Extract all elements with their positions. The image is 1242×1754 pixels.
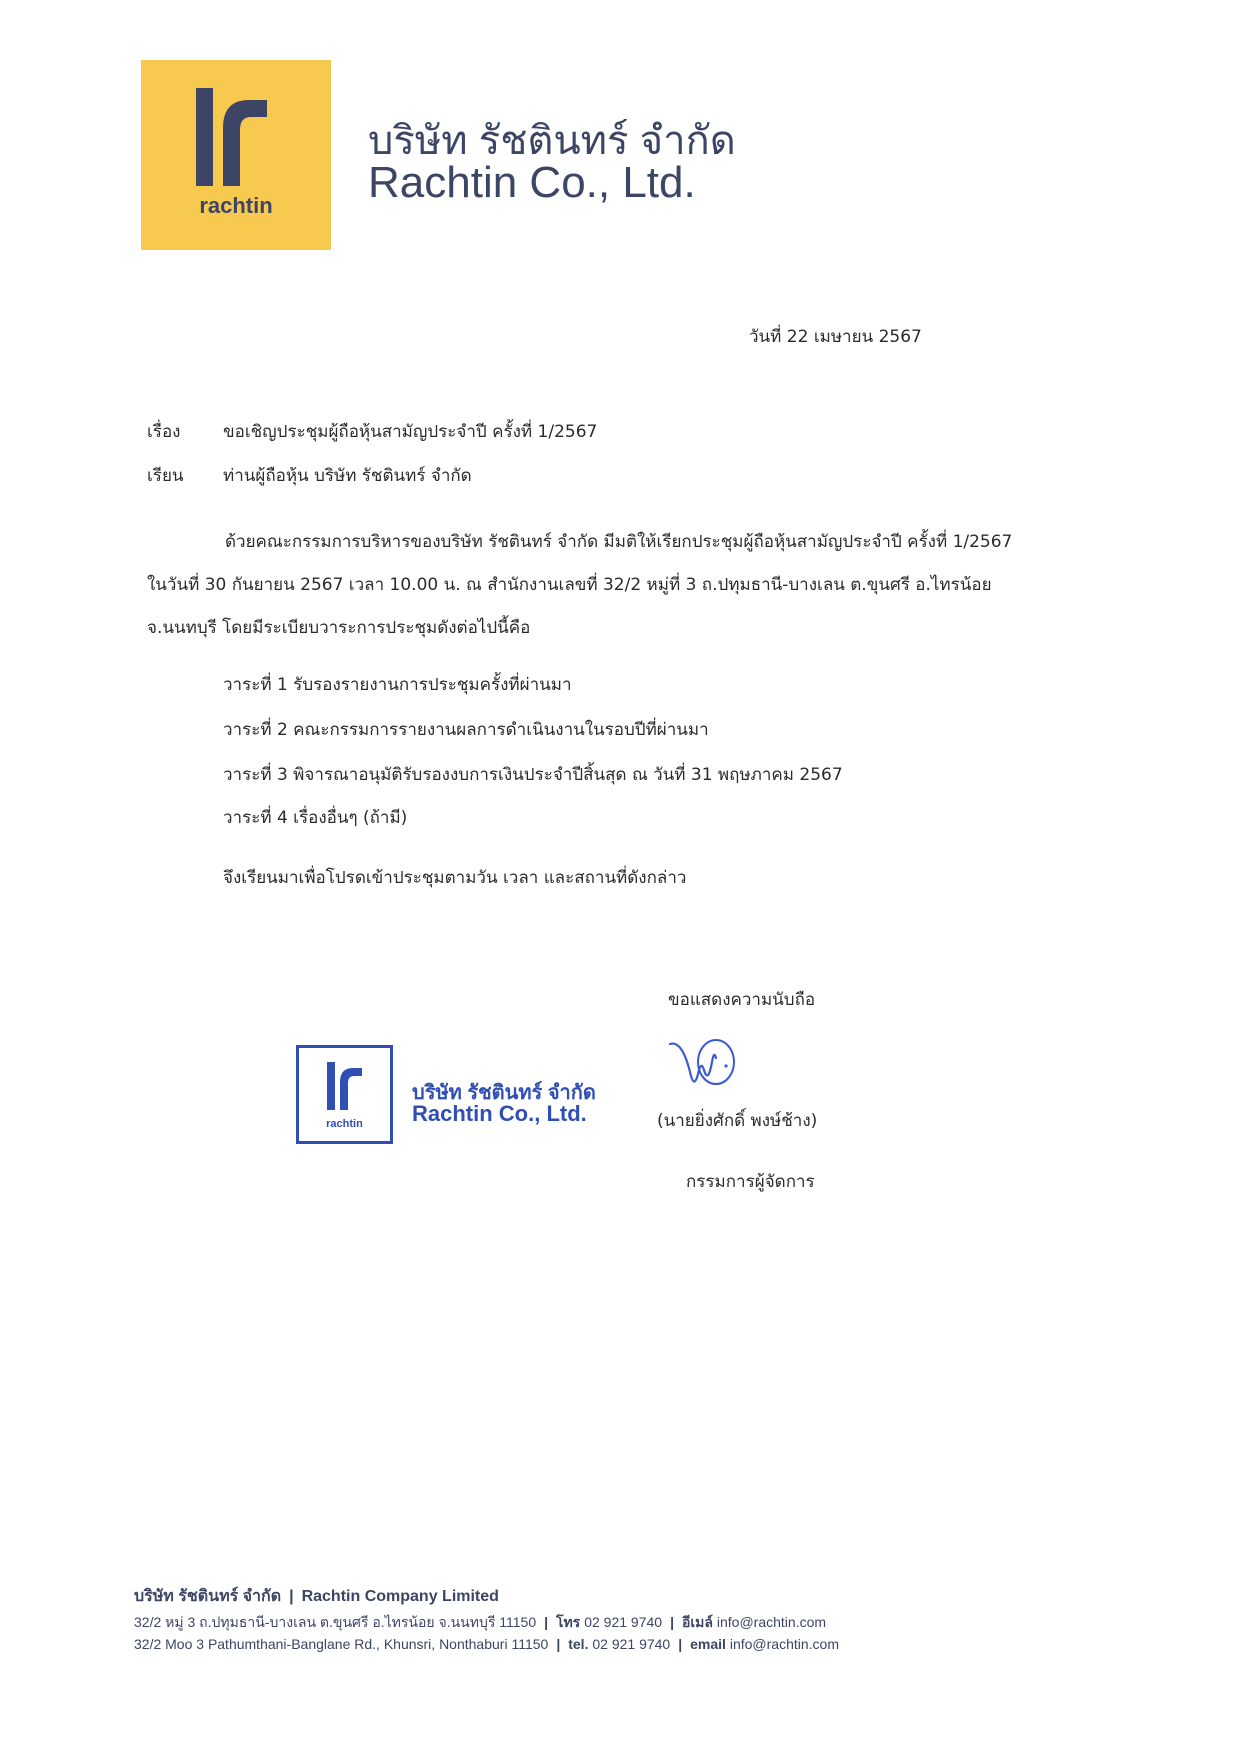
footer-company-th: บริษัท รัชตินทร์ จำกัด — [134, 1588, 282, 1605]
body-line-3: จ.นนทบุรี โดยมีระเบียบวาระการประชุมดังต่อไปนี้คือ — [147, 618, 531, 638]
company-name-th: บริษัท รัชตินทร์ จำกัด — [368, 119, 736, 163]
footer-email-label-en: email — [690, 1636, 726, 1652]
footer-email-en: info@rachtin.com — [729, 1636, 839, 1652]
agenda-item-4: วาระที่ 4 เรื่องอื่นๆ (ถ้ามี) — [223, 808, 408, 828]
regards-text: ขอแสดงความนับถือ — [668, 990, 816, 1010]
subject-text: ขอเชิญประชุมผู้ถือหุ้นสามัญประจำปี ครั้งที่ 1/2567 — [223, 422, 598, 442]
footer-separator: | — [670, 1614, 674, 1630]
company-logo — [141, 60, 331, 250]
stamp-wordmark: rachtin — [326, 1118, 363, 1130]
footer-address-th-line — [134, 1612, 826, 1634]
footer-email-label-th: อีเมล์ — [681, 1614, 713, 1630]
stamp-company-en: Rachtin Co., Ltd. — [412, 1101, 587, 1126]
letter-date: วันที่ 22 เมษายน 2567 — [749, 327, 922, 347]
footer-address-en-line — [134, 1636, 839, 1652]
recipient-text: ท่านผู้ถือหุ้น บริษัท รัชตินทร์ จำกัด — [223, 466, 472, 486]
logo-lr-mark-icon — [141, 60, 331, 250]
footer-company-line — [134, 1584, 499, 1609]
footer-tel-label-en: tel. — [568, 1636, 589, 1652]
body-line-1: ด้วยคณะกรรมการบริหารของบริษัท รัชตินทร์ จำกัด มีมติให้เรียกประชุมผู้ถือหุ้นสามัญประจำปี ครั้งที่ 1/2567 — [225, 532, 1013, 552]
footer-tel-label-th: โทร — [556, 1614, 581, 1630]
subject-label: เรื่อง — [147, 422, 181, 442]
footer-address-th: 32/2 หมู่ 3 ถ.ปทุมธานี-บางเลน ต.ขุนศรี อ.ไทรน้อย จ.นนทบุรี 11150 — [134, 1614, 537, 1630]
agenda-item-2: วาระที่ 2 คณะกรรมการรายงานผลการดำเนินงานในรอบปีที่ผ่านมา — [223, 720, 709, 740]
footer-separator: | — [556, 1636, 561, 1652]
company-name-en: Rachtin Co., Ltd. — [368, 158, 696, 207]
signer-name: (นายยิ่งศักดิ์ พงษ์ช้าง) — [657, 1111, 818, 1131]
company-stamp — [296, 1045, 393, 1144]
footer-tel-th: 02 921 9740 — [584, 1614, 663, 1630]
footer-address-en: 32/2 Moo 3 Pathumthani-Banglane Rd., Khunsri, Nonthaburi 11150 — [134, 1636, 549, 1652]
footer-email-th: info@rachtin.com — [716, 1614, 827, 1630]
closing-sentence: จึงเรียนมาเพื่อโปรดเข้าประชุมตามวัน เวลา และสถานที่ดังกล่าว — [223, 868, 687, 888]
footer-separator: | — [544, 1614, 549, 1630]
agenda-item-3: วาระที่ 3 พิจารณาอนุมัติรับรองงบการเงินประจำปีสิ้นสุด ณ วันที่ 31 พฤษภาคม 2567 — [223, 765, 843, 785]
footer-tel-en: 02 921 9740 — [592, 1636, 671, 1652]
stamp-company-th: บริษัท รัชตินทร์ จำกัด — [412, 1082, 596, 1104]
agenda-item-1: วาระที่ 1 รับรองรายงานการประชุมครั้งที่ผ่านมา — [223, 675, 572, 695]
footer-company-en: Rachtin Company Limited — [301, 1588, 499, 1605]
logo-wordmark: rachtin — [199, 193, 273, 218]
recipient-label: เรียน — [147, 466, 184, 486]
footer-separator: | — [678, 1636, 683, 1652]
signer-position: กรรมการผู้จัดการ — [686, 1172, 815, 1192]
body-line-2: ในวันที่ 30 กันยายน 2567 เวลา 10.00 น. ณ สำนักงานเลขที่ 32/2 หมู่ที่ 3 ถ.ปทุมธานี-บางเลน ต.ขุนศรี อ.ไทรน้อย — [147, 575, 992, 595]
footer-separator: | — [289, 1588, 294, 1605]
signature-icon — [668, 1032, 748, 1102]
